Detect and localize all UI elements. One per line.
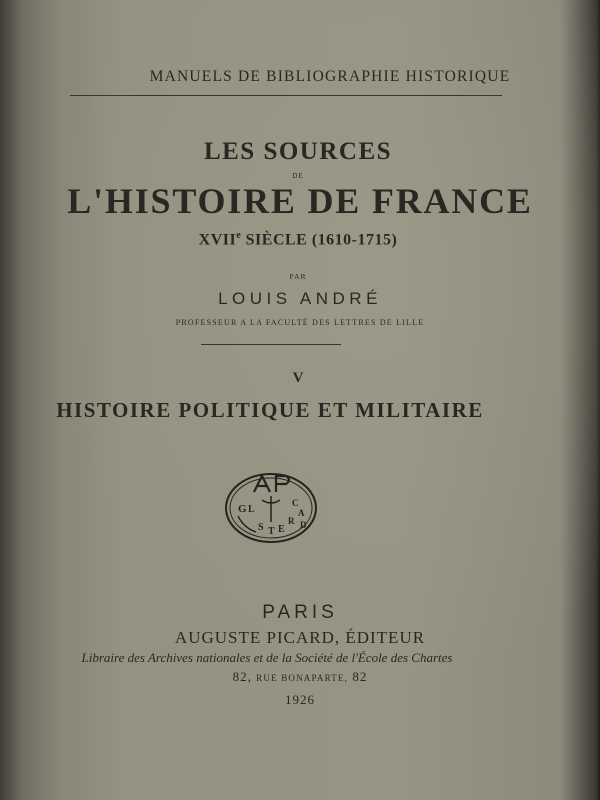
imprint-library: Libraire des Archives nationales et de la Société de l'École des Chartes xyxy=(81,650,453,665)
publisher-logo-icon xyxy=(224,472,318,544)
title-line-1: LES SOURCES xyxy=(203,138,393,165)
address-street: RUE BONAPARTE, xyxy=(256,673,349,683)
svg-text:S: S xyxy=(258,522,264,533)
svg-text:G: G xyxy=(238,503,247,515)
svg-text:C: C xyxy=(292,498,299,508)
svg-text:D: D xyxy=(300,520,307,530)
top-rule xyxy=(70,95,502,96)
century-subtitle xyxy=(0,230,598,249)
title-line-2: L'HISTOIRE DE FRANCE xyxy=(67,181,533,221)
volume-subject: HISTOIRE POLITIQUE ET MILITAIRE xyxy=(56,398,484,422)
century-sup: e xyxy=(236,230,242,241)
title-connector: DE xyxy=(292,172,304,180)
century-prefix: XVII xyxy=(198,231,237,249)
volume-number: V xyxy=(292,370,304,386)
imprint-address xyxy=(0,669,600,685)
svg-text:L: L xyxy=(248,504,255,515)
imprint-publisher: AUGUSTE PICARD, ÉDITEUR xyxy=(174,628,426,647)
svg-text:T: T xyxy=(268,526,275,537)
author-title: PROFESSEUR A LA FACULTÉ DES LETTRES DE LILLE xyxy=(175,318,425,327)
imprint-year: 1926 xyxy=(285,692,315,707)
svg-text:A: A xyxy=(298,508,305,518)
series-title: MANUELS DE BIBLIOGRAPHIE HISTORIQUE xyxy=(149,68,511,85)
imprint-city: PARIS xyxy=(262,602,338,623)
middle-rule xyxy=(201,344,341,345)
address-number-2: 82 xyxy=(352,669,368,684)
address-number: 82, xyxy=(232,669,252,684)
svg-text:R: R xyxy=(288,516,295,526)
svg-text:E: E xyxy=(278,524,285,535)
century-suffix: SIÈCLE (1610-1715) xyxy=(241,231,398,249)
author-name: LOUIS ANDRÉ xyxy=(218,289,382,308)
by-label: PAR xyxy=(289,272,307,281)
